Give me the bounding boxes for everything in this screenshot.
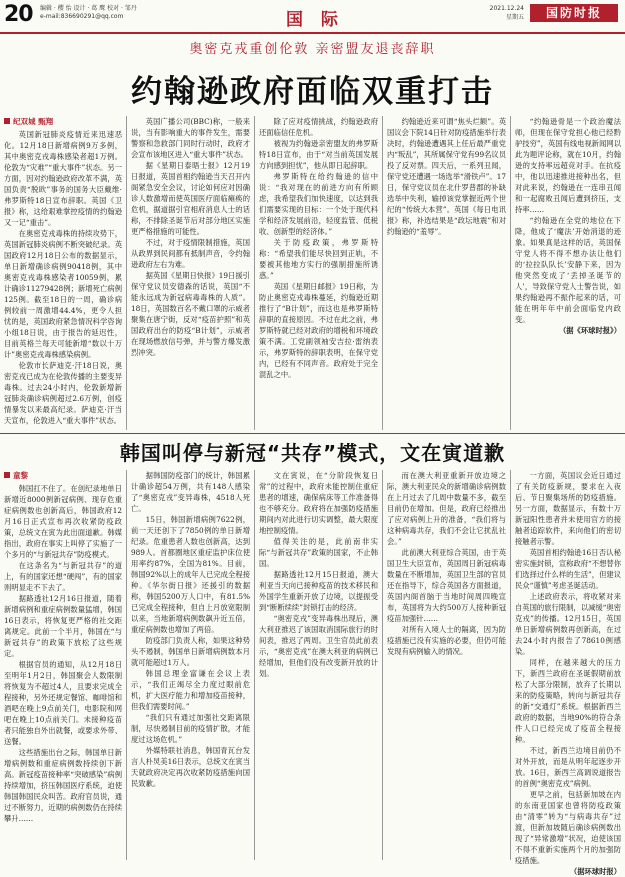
article1-paragraph: 英国新冠肺炎疫情近来迅速恶化。12月18日新增病例9万多例，其中奥密克戎毒株感染者超1万例。伦敦为“灾难”“重大事件”状态。另一方面，因对约翰逊政府改革不满，英国负责“脱欧”事务的国务大臣戴维·弗罗斯特18日宣布辞职。英国《卫报》称，这给艰难掌控疫情的约翰逊又一记“重击”。 <box>4 130 122 227</box>
article1-paragraph: 不过，对于疫情限制措施，英国从政界到民间都有抵制声音，令约翰逊政府左右为难。 <box>131 238 250 269</box>
article1-column-5 <box>515 116 621 430</box>
article1-paragraph: 弗罗斯特在给约翰逊的信中说：“我对现在的前进方向有所顾虑，我希望我们加快速度，以达到我们需要实现的目标：一个处于现代科学和经济发展前沿，轻度监管、低税收、创新型的经济体。” <box>259 172 378 236</box>
article1-paragraph: 关于防疫政策，弗罗斯特称：“希望我们能尽快回到正轨，不要被其他地方实行的强制措施所诱惑。” <box>259 238 378 280</box>
article2-byline-text: 童黎 <box>13 471 28 480</box>
column-divider <box>126 116 127 430</box>
date-text: 2021.12.24 <box>489 5 524 12</box>
article1-paragraph: 约翰逊近来可谓“焦头烂额”。英国议会下院14日针对防疫措施举行表决时，约翰逊遭遇其上任后最严重党内“叛乱”，其所属保守党有99名议员投了反对票。四天后，一系列丑闻，保守党还遭遇一场选举“滑铁卢”。17日，保守党议员在北什罗普郡的补缺选举中失利，输掉该党掌握近两个世纪的“传统大本营”。英国《每日电讯报》称，补选结果是“政坛地震”和对约翰逊的“羞辱”。 <box>387 117 506 236</box>
article2-paragraph: 一方面，英国议会近日通过了有关防疫新规，要求在入夜后、节日聚集场所的防疫措施。另一方面，数据显示，有数十万新冠阳性患者并未使用官方的接触者追踪软件，来向他们的密切接触者示警。 <box>515 471 621 546</box>
article2-paragraph: “奥密克戎”变异毒株出现后，澳大利亚推迟了该国取消国际旅行的时间表，推迟了两周。卫生官员此前表示，“奥密克戎”在澳大利亚的病例已经增加，但他们没有改变新开放的计划。 <box>259 614 378 678</box>
article1-paragraph: 英国《星期日邮报》19日称，为防止奥密克戎毒株蔓延，约翰逊近期推行了“B计划”，而这也是弗罗斯特辞职的直接原因。不过在此之前，弗罗斯特就已经对政府的增税和环境政策不满。工党副领袖安吉拉·雷纳表示，弗罗斯特的辞职表明，在保守党内，已经有不同声音。政府处于完全混乱之中。 <box>259 282 378 379</box>
article2-headline: 韩国叫停与新冠“共存”模式，文在寅道歉 <box>119 441 506 465</box>
article1-source: （据《环球时报》） <box>558 326 621 335</box>
article2-paragraph: 这些措施出台之际，韩国单日新增病例数和重症病例数持续创下新高。新冠疫苗接种率“突破感染”病例持续增加，挤压韩国医疗系统，迫使韩国韩国民众叫苦。政府官员说，通过不断努力，近期的病例数仍在持续攀升…… <box>4 748 122 823</box>
article1-column-3 <box>259 116 378 430</box>
article2-paragraph: 据路透社12月15日报道，澳大利亚当天向已接种疫苗的技术移民和外国学生重新开放了边境，以提振受到“断断续续”封锁打击的经济。 <box>259 570 378 612</box>
column-divider <box>510 116 511 430</box>
article2-paragraph: 据韩国防疫部门的统计，韩国累计确诊超54万例，共有148人感染了“奥密克戎”变异毒株，4518人死亡。 <box>131 471 250 513</box>
article1-paragraph: 据《星期日泰晤士报》12月19日报道，英国首相约翰逊当天召开内阁紧急安全会议，讨论如何应对因确诊人数激增而使英国医疗面临瘫痪的危机，据道据引官相府消息人士的话称，不排除圣诞节后对部分地区实施更严格措施的可能性。 <box>131 161 250 236</box>
article1-paragraph: 据英国《星期日快报》19日援引保守党议员安德森的话说，英国“不能永远成为新冠病毒毒株的人质”。18日，英国数百名不戴口罩的示威者聚集在唐宁街，反对“疫苗护照”和英国政府出台的防疫“B计划”，示威者在现场燃放信号弹，并与警方爆发激烈冲突。 <box>131 271 250 357</box>
editors-info <box>40 5 137 21</box>
article2-paragraph: 英国首相约翰逊16日否认秘密实施封锁，宣称政府“不想替你们选择过什么样的生活”，但建议民众“谨慎”考虑圣诞活动。 <box>515 548 621 590</box>
article2-paragraph: 文在寅说，在“分阶段恢复日常”的过程中，政府未能控制住重症患者的增速，确保病床等工作准备得也不够充分。政府将在加强防疫措施期间内对此进行切实调整，最大限度地控制疫情。 <box>259 471 378 535</box>
article1-paragraph: 在奥密克戎毒株的持续攻势下，英国新冠肺炎病例不断突破纪录。英国政府12月18日公布的数据显示，单日新增确诊病例90418例，其中奥密克戎毒株感染者10059例，累计确诊11279428例；新增死亡病例125例。截至18日的一周，确诊病例较前一周激增44.4%，更令人担忧的是，英国政府紧急情况科学咨询小组18日说，由于报告的延迟性，目前英格兰每天可能新增“数以十万计”奥密克戎毒株感染病例。 <box>4 229 122 359</box>
article2-paragraph: 韩国扛不住了。在创纪录地单日新增近8000例新冠病例、现存危重症病例数也创新高后，韩国政府12月16日正式宣布再次收紧防疫政策，总统文在寅为此出面道歉。韩媒指出，政府在事实上叫停了实施了一个多月的“与新冠共存”防疫模式。 <box>4 484 122 559</box>
article-separator <box>0 433 625 434</box>
article2-byline <box>4 470 122 481</box>
section-title: 国 际 <box>286 10 344 30</box>
byline-mark-icon <box>4 118 10 124</box>
article1-byline-text: 纪双城 甄翔 <box>13 117 54 126</box>
article1-paragraph: 英国广播公司(BBC)称，一般来说，当有影响重大的事件发生，需要警察和急救部门同时行动时，政府才会宣布该地区进入“重大事件”状态。 <box>131 117 250 159</box>
article2-column-4 <box>387 470 506 860</box>
article1-paragraph: 被视为约翰逊亲密盟友的弗罗斯特18日宣布，由于“对当前英国发展方向感到担忧”，他从即日起辞职。 <box>259 139 378 170</box>
column-divider <box>126 470 127 860</box>
weekday-text: 星期五 <box>505 14 524 21</box>
article1-headline: 约翰逊政府面临双重打击 <box>131 74 494 110</box>
article2-column-2 <box>131 470 250 860</box>
column-divider <box>382 116 383 430</box>
article2-paragraph: 据路透社12月16日报道，随着新增病例和重症病例数量猛增，韩国16日表示，将恢复更严格的社交距离规定。此前一个半月，韩国在“与新冠共存”的政策下放松了这些规定。 <box>4 594 122 658</box>
issue-date <box>484 4 524 22</box>
article2-column-3 <box>259 470 378 860</box>
article2-paragraph: 韩国总理金富谦在会议上表示，“我们正竭尽全力度过眼前危机，扩大医疗能力和增加疫苗接种，但我们需要时间。” <box>131 669 250 711</box>
article2-paragraph: 值得关注的是，此前南非实际“与新冠共存”政策的国家，不止韩国。 <box>259 537 378 568</box>
article2-paragraph: 不过，新西兰边境目前仍不对外开放，而是从明年起逐步开放。16日，新西兰高调说道报告的首例“奥密克戎”病例。 <box>515 746 621 788</box>
article1-paragraph: 伦敦市长萨迪克·汗18日说，奥密克戎已成为在伦敦传播的主要变异毒株。过去24小时内，伦敦新增新冠肺炎确诊病例超过2.6万例，创疫情暴发以来最高纪录。萨迪克·汗当天宣布，伦敦进入“重大事件”状态。 <box>4 361 122 425</box>
column-divider <box>254 116 255 430</box>
article2-paragraph: 同样，在越来越大的压力下，新西兰政府在圣诞假期前放松了大部分限制，放弃了长期以来的防疫策略，转向与新冠共存的新“交通灯”系统。根据新西兰政府的数据，当地90%的符合条件人口已经完成了疫苗全程接种。 <box>515 658 621 744</box>
article1-byline <box>4 116 122 127</box>
masthead-rule <box>0 32 625 34</box>
article1-column-1 <box>4 116 122 430</box>
article2-paragraph: 外媒特联社消息，韩国青瓦台发言人朴炅美16日表示，总统文在寅当天就政府决定再次收紧防疫措施向国民致歉。 <box>131 746 250 788</box>
article1-paragraph: “约翰逊在全党的地位在下降，他成了‘魔法’开始消退的迹象。如果真是这样的话，英国保守党人将不得不想办法让他们的‘拉拉队队长’安静下来，因为他突然变成了‘丢掉圣诞节的人’，导致保守党人士警告说，如果约翰逊再不振作起来的话，可能在明年年中前会面临党内政变。 <box>515 216 621 324</box>
article2-paragraph: 15日，韩国新增病例7622例，前一天还创下了7850例的单日新增纪录。危重患者人数也创新高，达到989人。首都圈地区重症监护床位使用率约87%，全国为81%。目前，韩国92%以上的成年人已完成全程接种。《华尔街日报》还援引的数据称，韩国5200万人口中，有81.5%已完成全程接种，但自上月放宽限制以来，当地新增病例数飙升近五倍，重症病例数也增加了两倍。 <box>131 515 250 634</box>
masthead <box>0 0 625 32</box>
article2-paragraph: 对所有入境人士的隔离，因为防疫措施已没有实施的必要，但仍可能发现有病例输入的情况。 <box>387 625 506 656</box>
article2-paragraph: “我们只有通过加强社交距离限制，尽快遏制目前的疫情扩散，才能度过这场危机。” <box>131 713 250 744</box>
article2-source: （据环球时报） <box>569 867 621 876</box>
page-number: 20 <box>4 2 33 27</box>
editors-line: 编辑 · 樱 怡 设计 · 葛 鹰 校对 · 邹丹 <box>40 5 137 12</box>
article2-paragraph: 更早之前，包括新加坡在内的东南亚国家也曾将防疫政策由“清零”转为“与病毒共存”过渡，但新加坡随后确诊病例数出现了“异常激增”状况，迫使该国不得不重新实施两个月的加强防疫措施。 <box>515 790 621 865</box>
newspaper-logo: 国防时报 <box>530 4 618 22</box>
article1-paragraph: “约翰逊骨是一个政治魔法师，但现在保守党担心他已经黔驴技穷”，英国有线电视新闻网以此为题评论称，就在10月，约翰逊的支持率远超竞对手。在抗疫中，他以迅速推进接种出名，但对此来说，约翰逊在一连串丑闻和一起腐败丑闻后遭到挤压，支持率…… <box>515 117 621 214</box>
article2-column-1 <box>4 470 122 860</box>
article2-column-5 <box>515 470 621 876</box>
article2-paragraph: 防疫部门负责人称，如果这种势头不遏制，韩国单日新增病例数本月就可能超过1万人。 <box>131 636 250 667</box>
article2-paragraph: 而在澳大利亚重新开放边境之际，澳大利亚民众的新增确诊病例数在上月过去了几周中数量不多，截至目前仍在增加。但是，政府已经推出了应对病例上升的准备，“我们将与这种病毒共存，我们不会让它扰乱社会。” <box>387 471 506 546</box>
column-divider <box>382 470 383 860</box>
editors-email: e-mail:836690291@qq.com <box>40 13 124 20</box>
article1-paragraph: 除了应对疫情挑战，约翰逊政府还面临信任危机。 <box>259 117 378 137</box>
byline-mark-icon <box>4 472 10 478</box>
column-divider <box>254 470 255 860</box>
article2-paragraph: 此前澳大利亚综合英国，由于英国卫生大臣宣布，英国周日新冠病毒数量在不断增加，英国卫生部的官员还在指导下，综合英国各方面报道，英国内阁首脑于当地时间周四晚宣布，英国将为大约500万人接种新冠疫苗加强针…… <box>387 548 506 623</box>
article1-column-4 <box>387 116 506 430</box>
article1-column-2 <box>131 116 250 430</box>
article2-paragraph: 上述政府表示，将收紧对来自英国的旅行限制，以减缓“奥密克戎”的传播。12月15日，英国单日新增病例数再创新高，在过去24小时内报告了78610例感染。 <box>515 592 621 656</box>
article1-subheadline: 奥密克戎重创伦敦 亲密盟友退丧辞职 <box>189 42 436 57</box>
column-divider <box>510 470 511 860</box>
article2-paragraph: 在这条名为“与新冠共存”的道上，有的国家还想“硬闯”，有的国家则明显走不下去了。 <box>4 561 122 592</box>
article2-paragraph: 根据官员的通知，从12月18日至明年1月2日，韩国聚会人数限制将恢复为不超过4人，且要求完成全程接种，另外还规定餐馆、咖啡馆和酒吧在晚上9点前关门，电影院和网吧在晚上10点前关门。未接种疫苗者只能独自外出就餐，或要求外带、送餐。 <box>4 660 122 746</box>
